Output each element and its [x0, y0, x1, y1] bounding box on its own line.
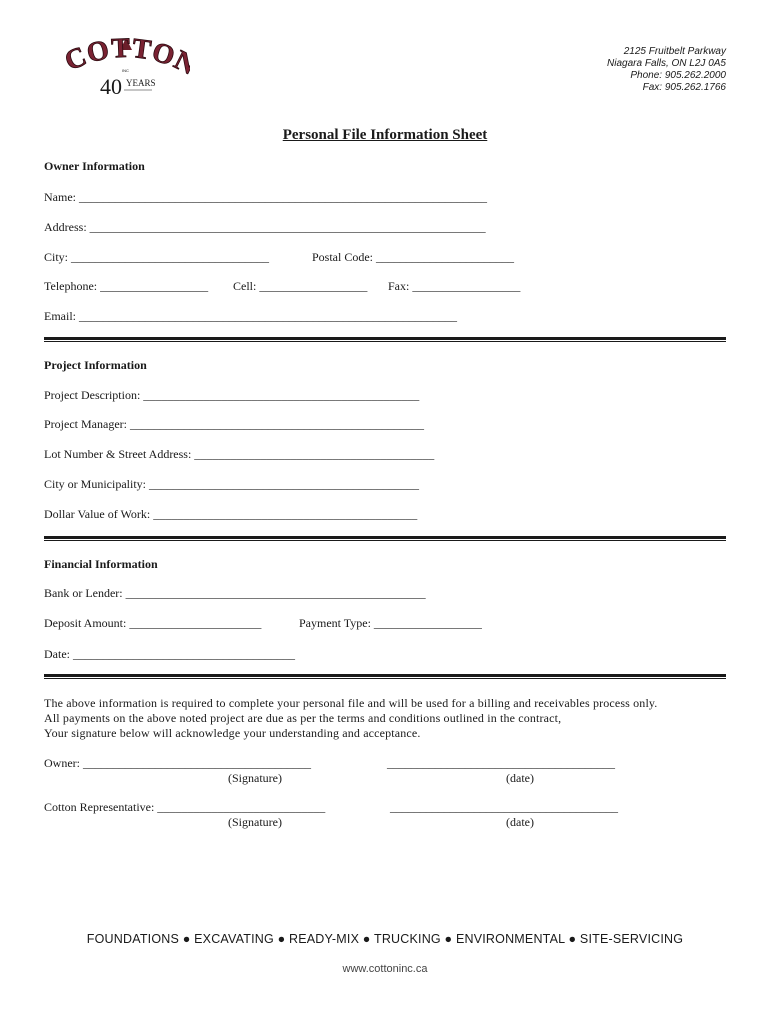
rep-date-caption: (date): [506, 815, 534, 829]
notice-line: All payments on the above noted project are due as per the terms and conditions outlined in the contract,: [44, 711, 562, 725]
svg-text:COTTON: COTTO: [62, 36, 180, 78]
document-title: Personal File Information Sheet: [282, 127, 488, 143]
address-street: 2125 Fruitbelt Parkway: [623, 46, 726, 57]
rep-signature-caption: (Signature): [228, 815, 282, 829]
financial-date-field[interactable]: Date: _____________________________________: [44, 647, 295, 661]
project-value-field[interactable]: Dollar Value of Work: ____________________________________________: [44, 507, 418, 521]
project-lot-field[interactable]: Lot Number & Street Address: ________________________________________: [44, 447, 435, 461]
notice-line: Your signature below will acknowledge your understanding and acceptance.: [44, 726, 421, 740]
project-description-field[interactable]: Project Description: ______________________________________________: [44, 388, 420, 402]
financial-deposit-field[interactable]: Deposit Amount: ______________________: [44, 616, 262, 630]
owner-name-field[interactable]: Name: ____________________________________________________________________: [44, 190, 487, 204]
notice-line: The above information is required to complete your personal file and will be used for a billing and receivables process only.: [44, 696, 658, 710]
svg-text:40: 40: [100, 74, 122, 99]
owner-heading: Owner Information: [44, 159, 145, 173]
logo-graphic: [62, 36, 190, 100]
owner-city-field[interactable]: City: _________________________________: [44, 250, 270, 264]
company-logo: [62, 36, 190, 100]
financial-payment-type-field[interactable]: Payment Type: __________________: [299, 616, 482, 630]
owner-signature-caption: (Signature): [228, 771, 282, 785]
address-fax: Fax: 905.262.1766: [642, 82, 726, 93]
project-city-field[interactable]: City or Municipality: _____________________________________________: [44, 477, 419, 491]
owner-signature-field[interactable]: Owner: ______________________________________: [44, 756, 311, 770]
financial-bank-field[interactable]: Bank or Lender: __________________________________________________: [44, 586, 426, 600]
notice-paragraph: [44, 696, 657, 741]
address-phone: Phone: 905.262.2000: [630, 70, 726, 81]
rep-signature-field[interactable]: Cotton Representative: ____________________________: [44, 800, 326, 814]
owner-postal-field[interactable]: Postal Code: _______________________: [312, 250, 515, 264]
financial-heading: Financial Information: [44, 557, 158, 571]
owner-date-caption: (date): [506, 771, 534, 785]
footer-website[interactable]: www.cottoninc.ca: [342, 963, 428, 975]
owner-telephone-field[interactable]: Telephone: __________________: [44, 279, 209, 293]
section-divider: [44, 536, 726, 539]
address-city: Niagara Falls, ON L2J 0A5: [607, 58, 726, 69]
svg-text:YEARS: YEARS: [126, 78, 156, 88]
svg-text:INC: INC: [122, 68, 129, 73]
owner-cell-field[interactable]: Cell: __________________: [233, 279, 368, 293]
section-divider: [44, 674, 726, 677]
footer-services: FOUNDATIONS ● EXCAVATING ● READY-MIX ● TRUCKING ● ENVIRONMENTAL ● SITE-SERVICING: [86, 932, 684, 946]
owner-email-field[interactable]: Email: _______________________________________________________________: [44, 309, 457, 323]
rep-date-field[interactable]: ______________________________________: [390, 800, 618, 814]
owner-fax-field[interactable]: Fax: __________________: [388, 279, 521, 293]
project-manager-field[interactable]: Project Manager: _________________________________________________: [44, 417, 424, 431]
company-address: [607, 46, 726, 94]
project-heading: Project Information: [44, 358, 147, 372]
section-divider: [44, 337, 726, 340]
owner-date-field[interactable]: ______________________________________: [387, 756, 615, 770]
owner-address-field[interactable]: Address: __________________________________________________________________: [44, 220, 486, 234]
